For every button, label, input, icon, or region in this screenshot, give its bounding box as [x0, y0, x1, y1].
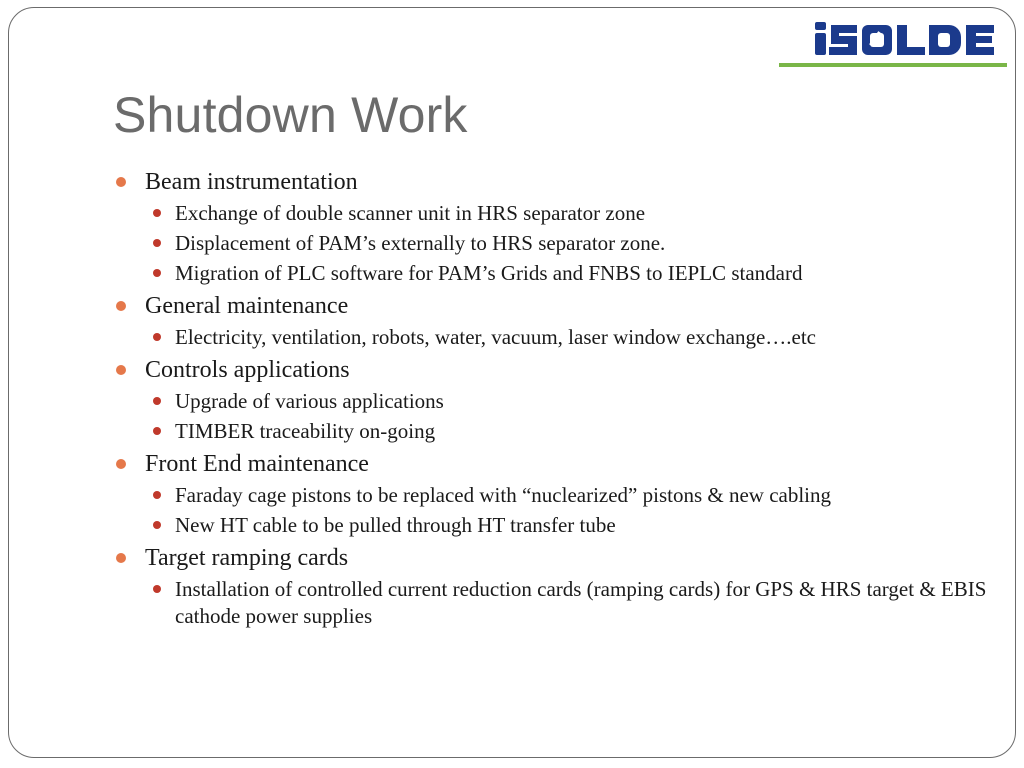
- sub-bullet-dot-icon: [153, 521, 161, 529]
- isolde-logo: [769, 12, 1007, 70]
- sub-bullet-text: Displacement of PAM’s externally to HRS separator zone.: [175, 231, 666, 255]
- slide: [8, 7, 1016, 758]
- sub-bullet-dot-icon: [153, 239, 161, 247]
- bullet-dot-icon: [116, 365, 126, 375]
- section-item: [116, 542, 996, 630]
- sub-bullet-list: [145, 388, 996, 445]
- sub-bullet-dot-icon: [153, 585, 161, 593]
- section-heading: Front End maintenance: [145, 451, 369, 477]
- section-heading: General maintenance: [145, 293, 349, 319]
- sub-bullet-item: [145, 418, 996, 445]
- sub-bullet-text: Installation of controlled current reduction cards (ramping cards) for GPS & HRS target & EBIS cathode power supplies: [175, 577, 987, 628]
- sub-bullet-dot-icon: [153, 427, 161, 435]
- sub-bullet-list: [145, 576, 996, 630]
- sub-bullet-text: Upgrade of various applications: [175, 389, 444, 413]
- bullet-dot-icon: [116, 553, 126, 563]
- sub-bullet-text: Exchange of double scanner unit in HRS separator zone: [175, 201, 646, 225]
- sub-bullet-dot-icon: [153, 269, 161, 277]
- sub-bullet-item: [145, 324, 996, 351]
- sub-bullet-dot-icon: [153, 397, 161, 405]
- sub-bullet-text: Faraday cage pistons to be replaced with “nuclearized” pistons & new cabling: [175, 483, 832, 507]
- bullet-dot-icon: [116, 459, 126, 469]
- sub-bullet-item: [145, 482, 996, 509]
- sub-bullet-item: [145, 388, 996, 415]
- sub-bullet-item: [145, 512, 996, 539]
- section-item: [116, 290, 996, 351]
- sub-bullet-item: [145, 260, 996, 287]
- sub-bullet-text: New HT cable to be pulled through HT transfer tube: [175, 513, 616, 537]
- sub-bullet-item: [145, 230, 996, 257]
- sub-bullet-dot-icon: [153, 491, 161, 499]
- sub-bullet-item: [145, 200, 996, 227]
- section-heading: Controls applications: [145, 357, 350, 383]
- bullet-list: [116, 166, 996, 633]
- sub-bullet-text: TIMBER traceability on-going: [175, 419, 436, 443]
- bullet-dot-icon: [116, 177, 126, 187]
- section-item: [116, 354, 996, 445]
- bullet-dot-icon: [116, 301, 126, 311]
- sub-bullet-item: [145, 576, 996, 630]
- section-item: [116, 166, 996, 287]
- sub-bullet-text: Migration of PLC software for PAM’s Grids and FNBS to IEPLC standard: [175, 261, 803, 285]
- sub-bullet-dot-icon: [153, 209, 161, 217]
- section-heading: Beam instrumentation: [145, 169, 358, 195]
- sub-bullet-text: Electricity, ventilation, robots, water, vacuum, laser window exchange….etc: [175, 325, 816, 349]
- sub-bullet-list: [145, 324, 996, 351]
- section-heading: Target ramping cards: [145, 545, 349, 571]
- slide-title: Shutdown Work: [113, 87, 468, 143]
- section-item: [116, 448, 996, 539]
- sub-bullet-list: [145, 200, 996, 287]
- sub-bullet-list: [145, 482, 996, 539]
- sub-bullet-dot-icon: [153, 333, 161, 341]
